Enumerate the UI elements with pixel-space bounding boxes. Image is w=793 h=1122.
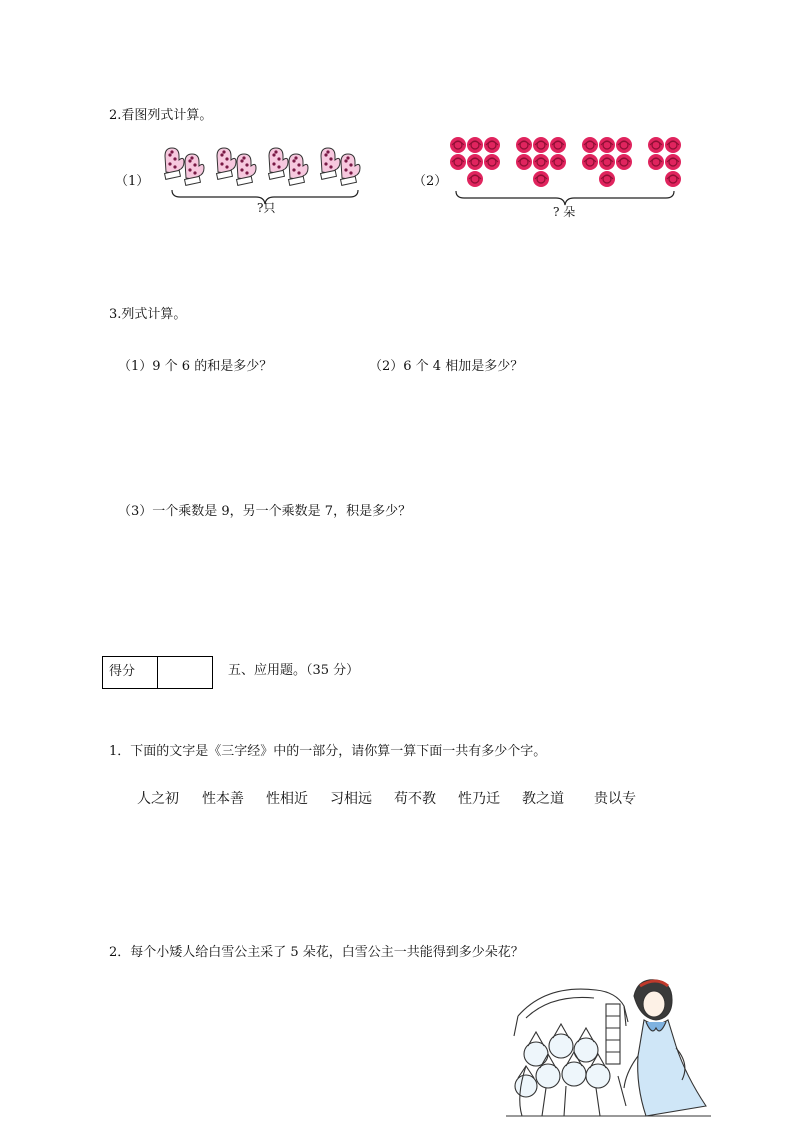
flower-icon <box>550 154 566 170</box>
flower-icon <box>450 137 466 153</box>
flower-icon <box>648 154 664 170</box>
flower-icon <box>516 137 532 153</box>
section3-title: 3.列式计算。 <box>109 307 187 322</box>
section3-question-2: （2）6 个 4 相加是多少？ <box>369 359 524 374</box>
flower-icon <box>533 171 549 187</box>
section5-title: 五、应用题。（35 分） <box>228 663 360 678</box>
poem-phrase: 性相近 <box>266 791 308 807</box>
mitten-icon <box>341 154 360 185</box>
mitten-icon <box>165 148 184 179</box>
flower-icon <box>467 171 483 187</box>
poem-phrase: 习相远 <box>330 791 372 807</box>
flower-icon <box>533 137 549 153</box>
flower-icon <box>599 137 615 153</box>
section5-question-1: 1．下面的文字是《三字经》中的一部分，请你算一算下面一共有多少个字。 <box>109 744 547 759</box>
flower-icon <box>516 154 532 170</box>
mitten-icon <box>289 154 308 185</box>
score-label: 得分 <box>103 657 158 688</box>
poem-phrase: 贵以专 <box>594 791 636 807</box>
flower-icon <box>665 137 681 153</box>
poem-phrase: 苟不教 <box>394 791 436 807</box>
flower-icon <box>467 154 483 170</box>
section3-question-3: （3）一个乘数是 9，另一个乘数是 7，积是多少？ <box>118 504 412 519</box>
flower-icon <box>599 154 615 170</box>
flower-icon <box>582 137 598 153</box>
snow-white-dwarfs-illustration <box>506 976 711 1121</box>
flower-icon <box>665 154 681 170</box>
score-box <box>102 656 213 689</box>
mitten-icon <box>269 148 288 179</box>
flower-icon <box>533 154 549 170</box>
poem-phrase: 教之道 <box>522 791 564 807</box>
flower-icon <box>550 137 566 153</box>
poem-phrase: 性乃迁 <box>458 791 500 807</box>
flower-icon <box>648 137 664 153</box>
mitten-icon <box>217 148 236 179</box>
section2-title: 2.看图列式计算。 <box>109 108 213 123</box>
flower-icon <box>599 171 615 187</box>
mitten-icon <box>237 154 256 185</box>
item1-caption: ?只 <box>257 201 276 215</box>
item2-caption: ? 朵 <box>553 205 576 219</box>
flower-icon <box>616 154 632 170</box>
flower-icon <box>484 154 500 170</box>
flower-icon <box>484 137 500 153</box>
flowers-illustration <box>449 136 689 190</box>
poem-line <box>137 788 654 808</box>
flower-icon <box>582 154 598 170</box>
section5-question-2: 2．每个小矮人给白雪公主采了 5 朵花，白雪公主一共能得到多少朵花？ <box>109 945 524 960</box>
flower-icon <box>450 154 466 170</box>
mitten-icon <box>321 148 340 179</box>
item2-label: （2） <box>413 174 448 189</box>
flower-icon <box>616 137 632 153</box>
poem-phrase: 人之初 <box>137 791 179 807</box>
mitten-icon <box>185 154 204 185</box>
section3-question-1: （1）9 个 6 的和是多少？ <box>118 359 273 374</box>
flower-icon <box>665 171 681 187</box>
score-value-field[interactable] <box>158 657 212 688</box>
item1-label: （1） <box>115 174 150 189</box>
poem-phrase: 性本善 <box>202 791 244 807</box>
flower-icon <box>467 137 483 153</box>
mittens-illustration <box>158 142 368 192</box>
